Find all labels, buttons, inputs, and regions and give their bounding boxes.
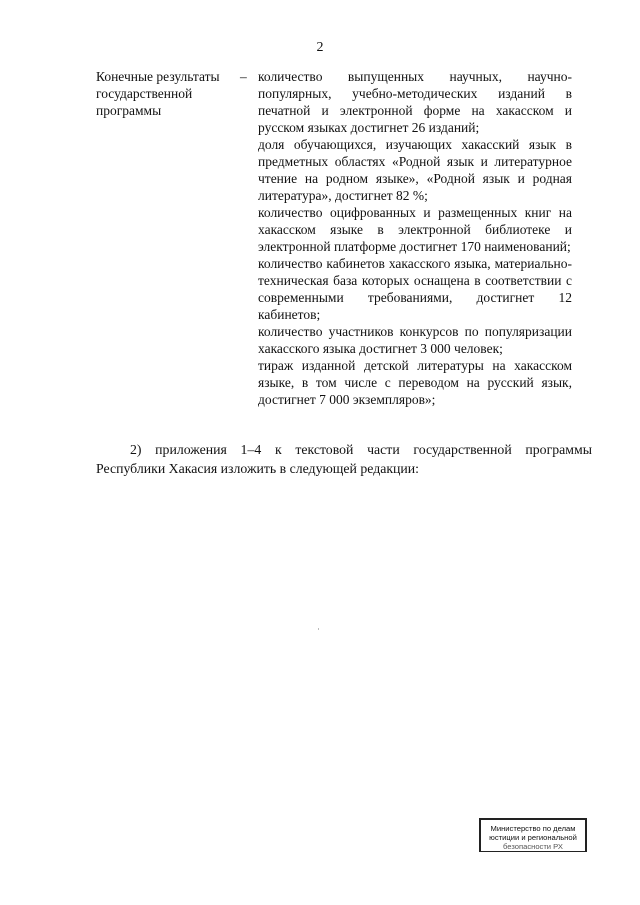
stamp-line-3: безопасности РХ <box>503 842 563 851</box>
amendment-text: 2) приложения 1–4 к текстовой части государственной программы Республики Хакасия изложить в следующей редакции: <box>96 442 592 476</box>
scan-speck <box>318 628 319 630</box>
result-item-digitized-books: количество оцифрованных и размещенных книг на хакасском языке в электронной библиотеке и электронной платформе достигнет 170 наименований; <box>258 205 572 254</box>
result-item-publications: количество выпущенных научных, научно-популярных, учебно-методических изданий в печатной и электронной форме на хакасском и русском языках достигнет 26 изданий; <box>258 69 572 135</box>
results-label: Конечные результаты государственной программы <box>96 69 220 118</box>
stamp-line-1: Министерство по делам <box>490 824 576 833</box>
result-item-students-share: доля обучающихся, изучающих хакасский язык в предметных областях «Родной язык и литературное чтение на родном языке», «Родной язык и родная литература», достигнет 82 %; <box>258 137 572 203</box>
result-item-classrooms: количество кабинетов хакасского языка, материально-техническая база которых оснащена в соответствии с современными требованиями, достигнет 12 кабинетов; <box>258 256 572 322</box>
stamp-line-2: юстиции и региональной <box>489 833 577 842</box>
result-item-childrens-literature: тираж изданной детской литературы на хакасском языке, в том числе с переводом на русский язык, достигнет 7 000 экземпляров»; <box>258 358 572 407</box>
results-dash: – <box>240 69 247 84</box>
page-number: 2 <box>316 40 324 55</box>
result-item-contest-participants: количество участников конкурсов по популяризации хакасского языка достигнет 3 000 человек; <box>258 324 572 356</box>
results-list <box>258 68 572 408</box>
ministry-stamp <box>479 818 587 852</box>
amendment-paragraph <box>96 440 592 478</box>
